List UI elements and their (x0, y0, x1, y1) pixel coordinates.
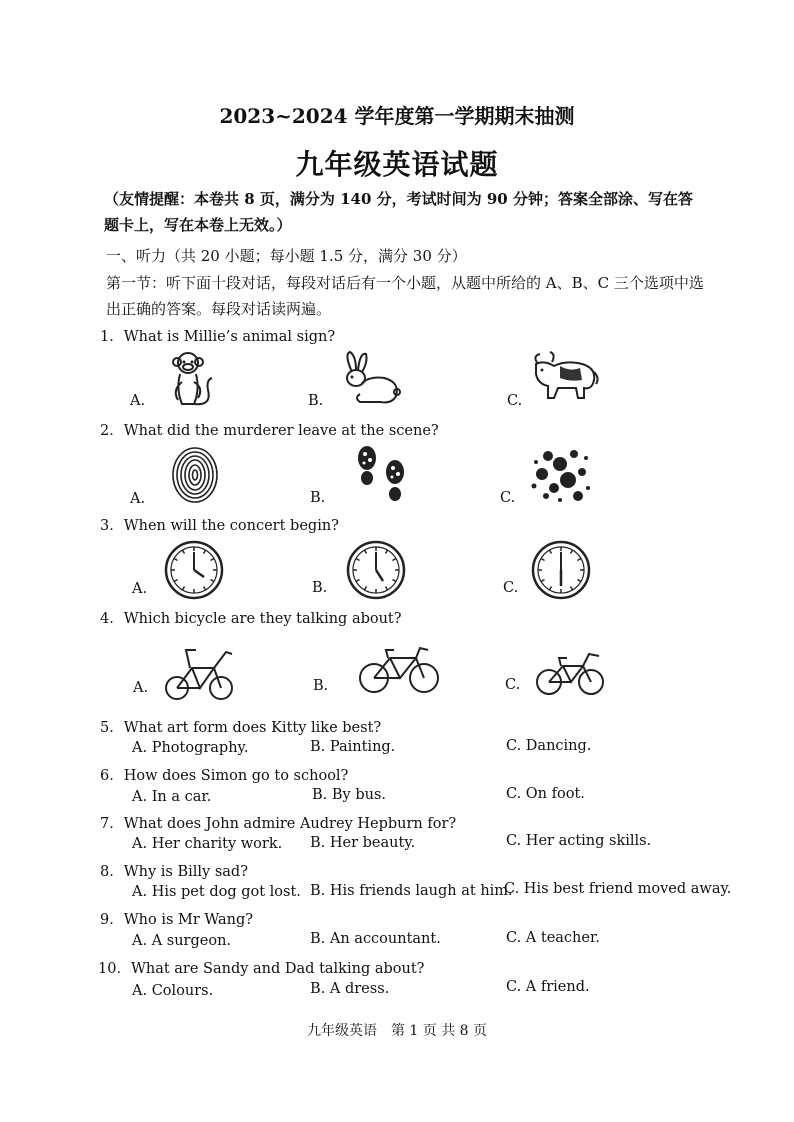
clock-tick (577, 559, 580, 561)
option-a: A. In a car. (132, 789, 212, 805)
question-number: 2． (100, 423, 124, 439)
fingerprint-icon (170, 446, 220, 504)
clock-icon (346, 540, 406, 600)
monkey-icon (168, 350, 218, 412)
question-number: 5． (100, 720, 124, 736)
question-number: 3． (100, 518, 124, 534)
question-text: Who is Mr Wang? (123, 912, 254, 928)
bicycle-icon (164, 640, 236, 702)
question-text: How does Simon go to school? (123, 768, 349, 784)
question-text: What does John admire Audrey Hepburn for? (123, 816, 457, 832)
option-label: C. (507, 393, 523, 409)
option-b: B. By bus. (312, 787, 387, 803)
clock-tick (365, 586, 367, 589)
bicycle-icon (358, 642, 442, 694)
section-description: 第一节：听下面十段对话，每段对话后有一个小题，从题中所给的 A、B、C 三个选项中选出正确的答案。每段对话读两遍。 (106, 274, 704, 318)
rabbit-icon (340, 350, 402, 405)
blood-stain-icon (530, 444, 592, 504)
option-label: B. (313, 678, 329, 694)
clock-tick (550, 586, 552, 589)
clock-tick (392, 580, 395, 582)
page-footer: 九年级英语 第 1 页 共 8 页 (306, 1023, 488, 1039)
question-2 (100, 419, 439, 440)
option-label: B. (308, 393, 324, 409)
question-1 (100, 325, 335, 346)
clock-tick (365, 550, 367, 553)
question-text: When will the concert begin? (123, 518, 339, 534)
question-4 (100, 607, 402, 628)
option-c: C. His best friend moved away. (504, 881, 732, 897)
clock-tick (392, 559, 395, 561)
option-b: B. Painting. (310, 739, 396, 755)
question-10 (98, 957, 424, 978)
clock-tick (183, 550, 185, 553)
exam-title: 2023~2024 学年度第一学期期末抽测 (219, 104, 575, 128)
exam-subtitle: 九年级英语试题 (295, 148, 499, 181)
clock-tick (541, 559, 544, 561)
option-label: A. (130, 491, 146, 507)
question-8 (100, 860, 248, 881)
question-text: Which bicycle are they talking about? (123, 611, 402, 627)
clock-tick (356, 559, 359, 561)
option-c: C. Her acting skills. (506, 833, 652, 849)
question-text: What did the murderer leave at the scene? (123, 423, 439, 439)
question-number: 7． (100, 816, 124, 832)
option-b: B. A dress. (310, 981, 390, 997)
clock-tick (386, 586, 388, 589)
question-text: What are Sandy and Dad talking about? (130, 961, 425, 977)
clock-tick (356, 580, 359, 582)
option-label: B. (312, 580, 328, 596)
option-a: A. His pet dog got lost. (132, 884, 301, 900)
clock-tick (204, 550, 206, 553)
clock-tick (210, 559, 213, 561)
option-a: A. Photography. (132, 740, 249, 756)
question-7 (100, 812, 456, 833)
option-label: A. (130, 393, 146, 409)
clock-tick (550, 550, 552, 553)
option-c: C. A friend. (506, 979, 590, 995)
question-3 (100, 514, 339, 535)
question-number: 10． (98, 961, 131, 977)
ox-icon (530, 350, 602, 402)
option-b: B. Her beauty. (310, 835, 416, 851)
clock-tick (541, 580, 544, 582)
option-b: B. An accountant. (310, 931, 441, 947)
option-label: A. (132, 581, 148, 597)
footprints-icon (355, 444, 411, 506)
clock-tick (386, 550, 388, 553)
section-heading: 一、听力（共 20 小题；每小题 1.5 分，满分 30 分） (106, 247, 467, 265)
question-text: What is Millie’s animal sign? (123, 329, 336, 345)
clock-tick (183, 586, 185, 589)
question-number: 8． (100, 864, 124, 880)
clock-icon (164, 540, 224, 600)
question-number: 1． (100, 329, 124, 345)
question-number: 9． (100, 912, 124, 928)
option-label: C. (500, 490, 516, 506)
question-number: 6． (100, 768, 124, 784)
option-label: A. (133, 680, 149, 696)
bicycle-icon (535, 652, 607, 696)
option-c: C. Dancing. (506, 738, 592, 754)
option-a: A. Her charity work. (132, 836, 283, 852)
question-5 (100, 716, 381, 737)
clock-tick (174, 559, 177, 561)
clock-tick (571, 550, 573, 553)
clock-icon (531, 540, 591, 600)
exam-tip: （友情提醒：本卷共 8 页，满分为 140 分，考试时间为 90 分钟；答案全部涂、写在答题卡上，写在本卷上无效。） (104, 190, 693, 234)
option-a: A. Colours. (132, 983, 214, 999)
question-text: What art form does Kitty like best? (123, 720, 382, 736)
option-b: B. His friends laugh at him. (310, 883, 513, 899)
option-a: A. A surgeon. (132, 933, 232, 949)
clock-tick (577, 580, 580, 582)
option-c: C. A teacher. (506, 930, 600, 946)
clock-tick (174, 580, 177, 582)
option-label: C. (505, 677, 521, 693)
question-9 (100, 908, 253, 929)
clock-tick (210, 580, 213, 582)
question-6 (100, 764, 348, 785)
clock-tick (204, 586, 206, 589)
question-number: 4． (100, 611, 124, 627)
clock-tick (571, 586, 573, 589)
option-label: B. (310, 490, 326, 506)
option-c: C. On foot. (506, 786, 585, 802)
question-text: Why is Billy sad? (123, 864, 248, 880)
option-label: C. (503, 580, 519, 596)
